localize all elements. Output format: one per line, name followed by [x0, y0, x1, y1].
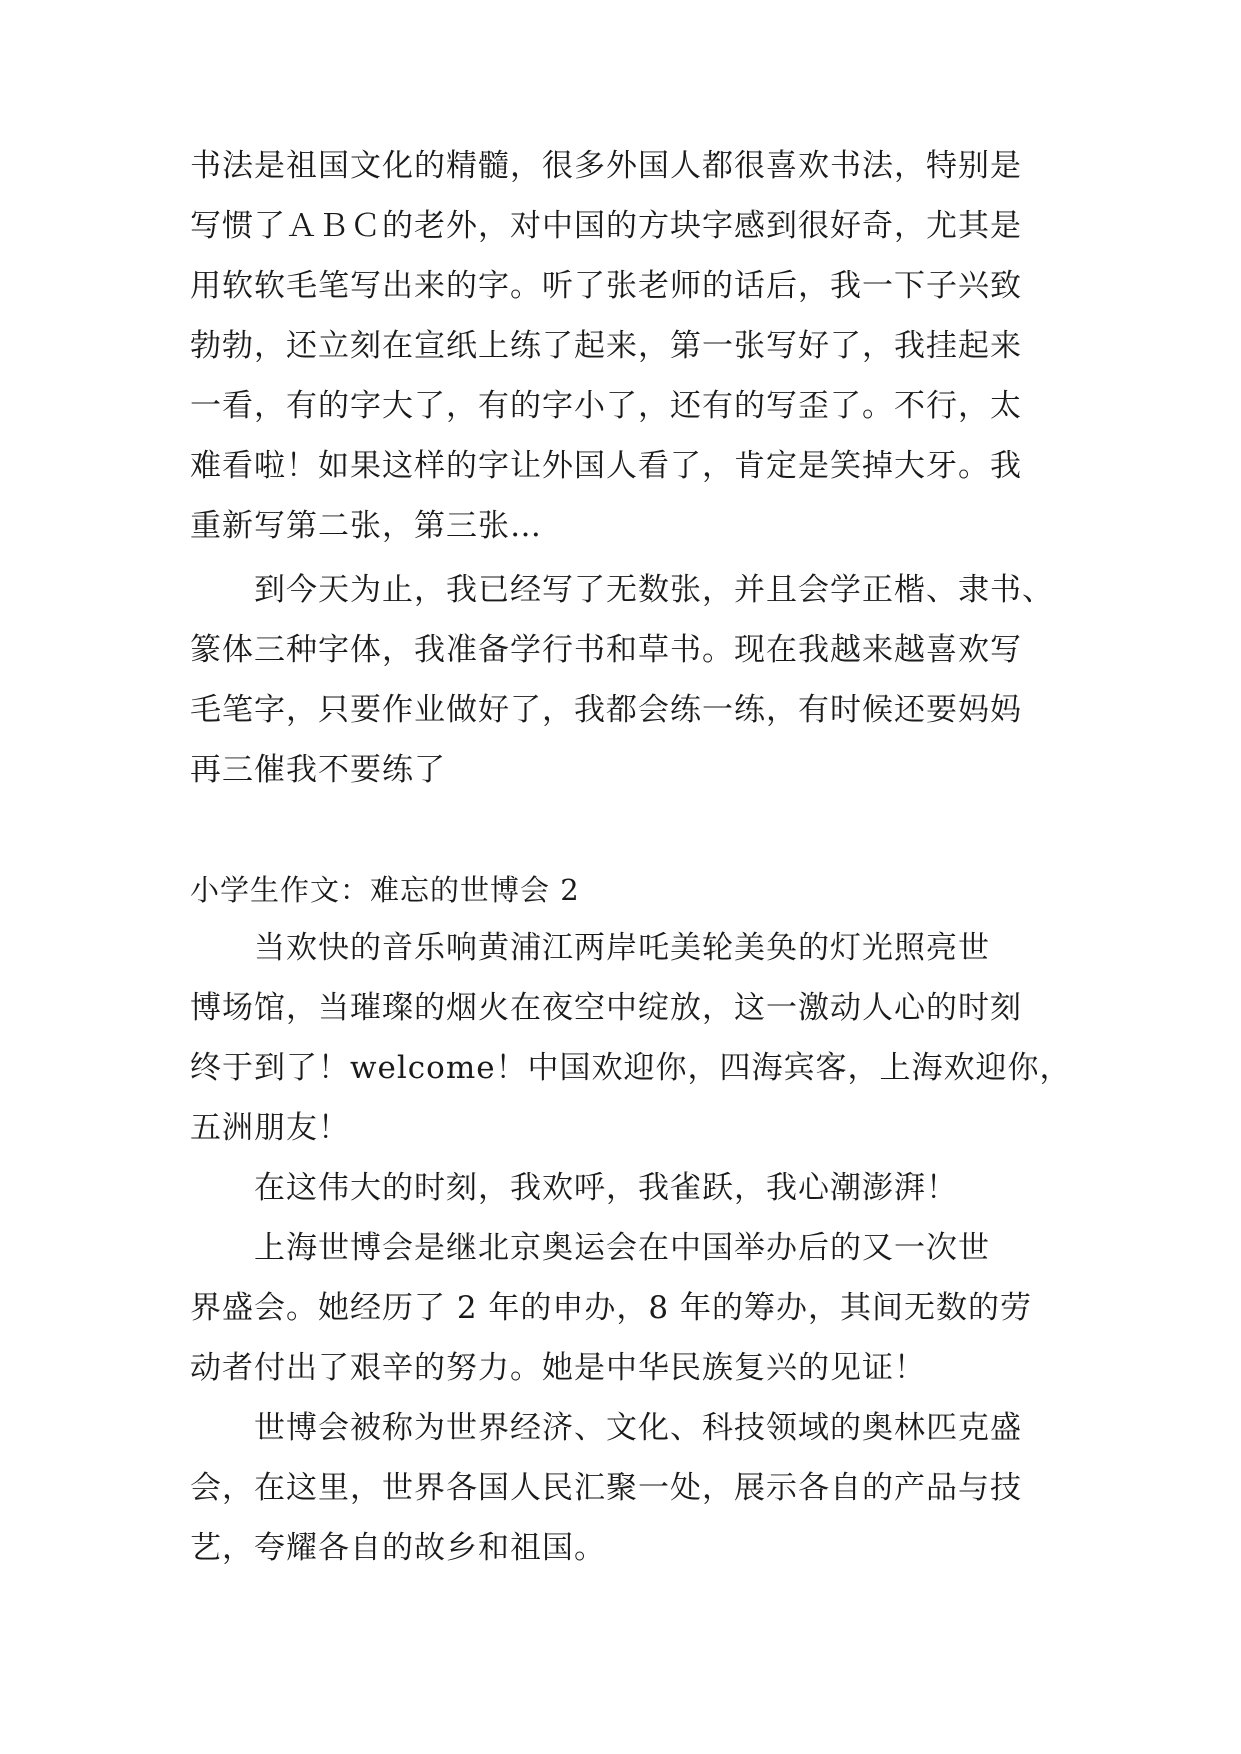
- text-line: 书法是祖国文化的精髓，很多外国人都很喜欢书法，特别是: [190, 148, 1022, 184]
- text-line: 博场馆，当璀璨的烟火在夜空中绽放，这一激动人心的时刻: [190, 990, 1022, 1026]
- text-line: 界盛会。她经历了 2 年的申办，8 年的筹办，其间无数的劳: [190, 1290, 1033, 1326]
- text-line: 再三催我不要练了: [190, 752, 446, 788]
- text-line: 终于到了！welcome！中国欢迎你，四海宾客，上海欢迎你，: [190, 1050, 1072, 1086]
- text-line: 五洲朋友！: [190, 1110, 350, 1146]
- paragraph-calligraphy-progress: [190, 560, 1070, 800]
- text-line: 到今天为止，我已经写了无数张，并且会学正楷、隶书、: [254, 572, 1054, 608]
- paragraph-expo-opening: [190, 918, 1070, 1158]
- text-line: 在这伟大的时刻，我欢呼，我雀跃，我心潮澎湃！: [254, 1170, 958, 1206]
- paragraph-calligraphy-practice: [190, 136, 1070, 556]
- text-line: 当欢快的音乐响黄浦江两岸吒美轮美奂的灯光照亮世: [254, 930, 990, 966]
- text-line: 勃勃，还立刻在宣纸上练了起来，第一张写好了，我挂起来: [190, 328, 1022, 364]
- text-line: 上海世博会是继北京奥运会在中国举办后的又一次世: [254, 1230, 990, 1266]
- text-line: 难看啦！如果这样的字让外国人看了，肯定是笑掉大牙。我: [190, 448, 1022, 484]
- paragraph-expo-significance: [190, 1398, 1070, 1578]
- paragraph-expo-history: [190, 1218, 1070, 1398]
- paragraph-expo-cheer: [190, 1158, 1070, 1218]
- text-line: 一看，有的字大了，有的字小了，还有的写歪了。不行，太: [190, 388, 1022, 424]
- text-line: 毛笔字，只要作业做好了，我都会练一练，有时候还要妈妈: [190, 692, 1022, 728]
- essay-title: [190, 860, 1070, 920]
- text-line: 动者付出了艰辛的努力。她是中华民族复兴的见证！: [190, 1350, 926, 1386]
- text-line: 重新写第二张，第三张…: [190, 508, 542, 544]
- text-line: 用软软毛笔写出来的字。听了张老师的话后，我一下子兴致: [190, 268, 1022, 304]
- text-line: 篆体三种字体，我准备学行书和草书。现在我越来越喜欢写: [190, 632, 1022, 668]
- text-line: 艺，夸耀各自的故乡和祖国。: [190, 1530, 606, 1566]
- text-line: 世博会被称为世界经济、文化、科技领域的奥林匹克盛: [254, 1410, 1022, 1446]
- text-line: 写惯了ＡＢＣ的老外，对中国的方块字感到很好奇，尤其是: [190, 208, 1022, 244]
- essay-title-text: 小学生作文：难忘的世博会 2: [190, 873, 580, 907]
- text-line: 会，在这里，世界各国人民汇聚一处，展示各自的产品与技: [190, 1470, 1022, 1506]
